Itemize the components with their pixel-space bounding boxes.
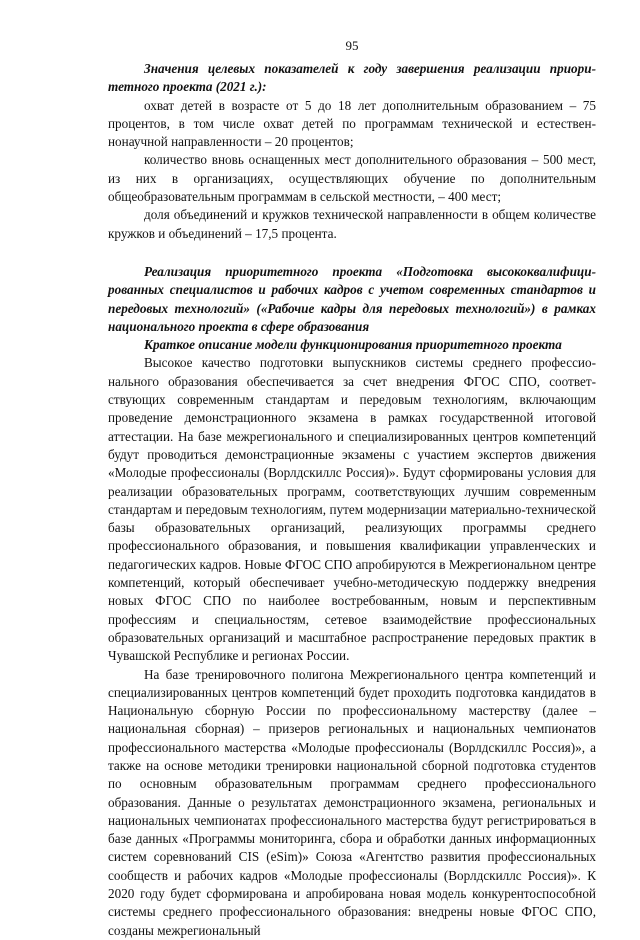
model-description-subheading: Краткое описание модели функционирования приоритетного проекта (144, 337, 562, 353)
body-paragraph-quality: Высокое качество подготовки выпускников системы среднего профессионального образования обеспечивается за счет внедрения ФГОС СПО, соответствующих современным стандартам и передовым технологиям, включающим проведение демонстрационного экзамена в рамках государственной итоговой аттестации. На базе межрегионального и специализированных центров компетенций будут проводиться демонстрационные экзамены с участием экспертов движения «Молодые профессионалы (Ворлдскиллс Россия)». Будут сформированы условия для реализации образовательных программ, соответствующих лучшим современным стандартам и передовым технологиям, путем модернизации материально-технической базы образовательных организаций, реализующих программы среднего профессионального образования, и повышения квалификации управленческих и педагогических кадров. Новые ФГОС СПО апробируются в Межрегиональном центре компетенций, который обеспечивает учебно-методическую поддержку внедрения новых ФГОС СПО по наиболее востребованным, новым и перспективным профессиям и специальностям, сетевое взаимодействие профессиональных образовательных организаций и масштабное распространение передовых практик в Чувашской Республике и регионах России. (108, 355, 596, 664)
body-paragraph-training-ground: На базе тренировочного полигона Межрегионального центра компетенций и специализированных центров компетенций будет проходить подготовка кандидатов в Национальную сборную России по профессиональному мастерству (далее – национальная сборная) – призеров региональных и национальных чемпионатов профессионального мастерства «Молодые профессионалы (Ворлдскиллс Россия)», а также на основе методики тренировки национальной сборной подготовка студентов по основным образовательным программам среднего профессионального образования. Данные о результатах демонстрационного экзамена, региональных и национальных чемпионатах профессионального мастерства будут регистрироваться в базе данных «Программы мониторинга, сбора и обработки данных информационных систем соревнований CIS (eSim)» Союза «Агентство развития профессиональных сообществ и рабочих кадров «Молодые профессионалы (Ворлдскиллс Россия)». К 2020 году будет сформирована и апробирована новая модель конкурентоспособной системы среднего профессионального образования: внедрены новые ФГОС СПО, созданы межрегиональный (108, 666, 596, 938)
page-number: 95 (345, 38, 359, 53)
section-spacer (108, 243, 596, 263)
document-page (108, 38, 596, 940)
indicator-technical-clubs-share: доля объединений и кружков технической направленности в общем количестве кружков и объединений – 17,5 процента. (108, 207, 596, 241)
target-indicators-heading: Значения целевых показателей к году завершения реализации приоритетного проекта (2021 г.): (108, 61, 596, 95)
indicator-new-places: количество вновь оснащенных мест дополнительного образования – 500 мест, из них в организациях, осуществляющих обучение по дополнительным общеобразовательным программам в сельской местности, – 400 мест; (108, 152, 596, 205)
project-heading: Реализация приоритетного проекта «Подготовка высококвалифицированных специалистов и рабочих кадров с учетом современных стандартов и передовых технологий» («Рабочие кадры для передовых технологий») в рамках национального проекта в сфере образования (108, 263, 596, 334)
indicator-children-coverage: охват детей в возрасте от 5 до 18 лет дополнительным образованием – 75 процентов, в том числе охват детей по программам технической и естественнонаучной направленности – 20 процентов; (108, 97, 596, 150)
